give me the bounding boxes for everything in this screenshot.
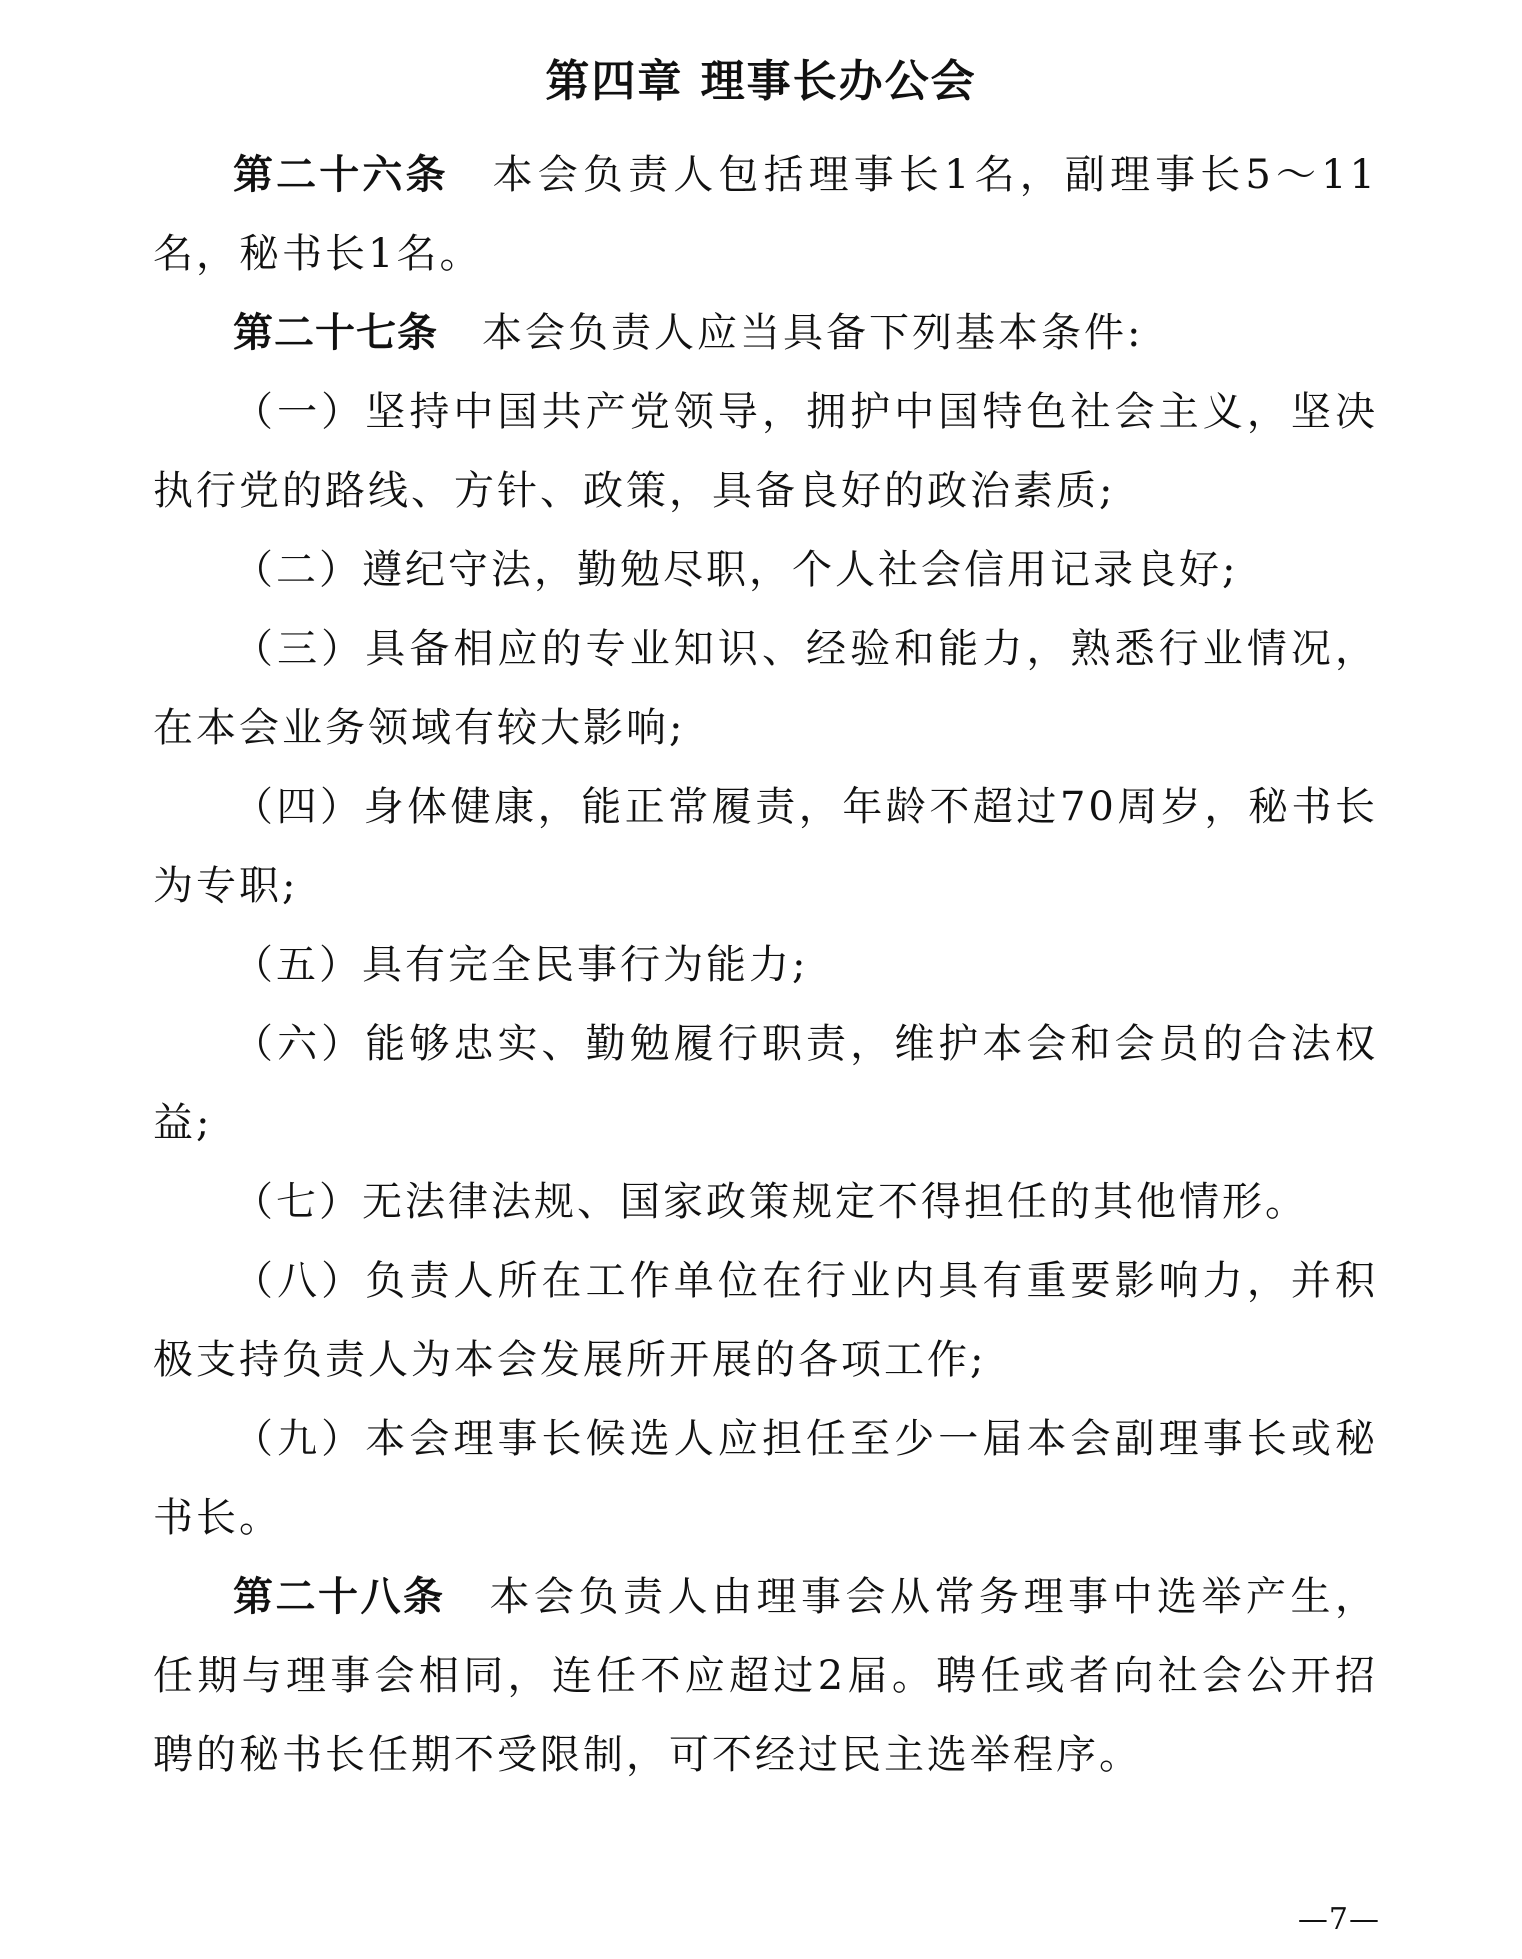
list-item-1: （一）坚持中国共产党领导，拥护中国特色社会主义，坚决执行党的路线、方针、政策，具备良好的政治素质; <box>153 389 1378 514</box>
list-item-3: （三）具备相应的专业知识、经验和能力，熟悉行业情况，在本会业务领域有较大影响; <box>153 626 1378 751</box>
article-text: 本会负责人包括理事长1名，副理事长5～11名，秘书长1名。 <box>153 152 1379 277</box>
list-item-8: （八）负责人所在工作单位在行业内具有重要影响力，并积极支持负责人为本会发展所开展的各项工作; <box>153 1258 1378 1383</box>
list-item-2: （二）遵纪守法，勤勉尽职，个人社会信用记录良好; <box>233 547 1239 593</box>
article-number: 第二十八条 <box>233 1574 446 1620</box>
list-item-5: （五）具有完全民事行为能力; <box>233 942 809 988</box>
article-number: 第二十七条 <box>233 310 438 356</box>
article-27 <box>153 294 1378 373</box>
article-text: 本会负责人由理事会从常务理事中选举产生，任期与理事会相同，连任不应超过2届。聘任或者向社会公开招聘的秘书长任期不受限制，可不经过民主选举程序。 <box>153 1574 1378 1778</box>
article-text: 本会负责人应当具备下列基本条件: <box>482 310 1144 356</box>
article-26 <box>153 136 1378 294</box>
article-number: 第二十六条 <box>233 152 449 198</box>
document-body <box>153 136 1378 1795</box>
article-28 <box>153 1558 1378 1795</box>
list-item-6: （六）能够忠实、勤勉履行职责，维护本会和会员的合法权益; <box>153 1021 1378 1146</box>
list-item-9: （九）本会理事长候选人应担任至少一届本会副理事长或秘书长。 <box>153 1416 1378 1541</box>
list-item-7: （七）无法律法规、国家政策规定不得担任的其他情形。 <box>233 1179 1308 1225</box>
list-item-4: （四）身体健康，能正常履责，年龄不超过70周岁，秘书长为专职; <box>153 784 1378 909</box>
page-number: —7— <box>1297 1902 1380 1937</box>
chapter-title: 第四章 理事长办公会 <box>545 56 977 107</box>
